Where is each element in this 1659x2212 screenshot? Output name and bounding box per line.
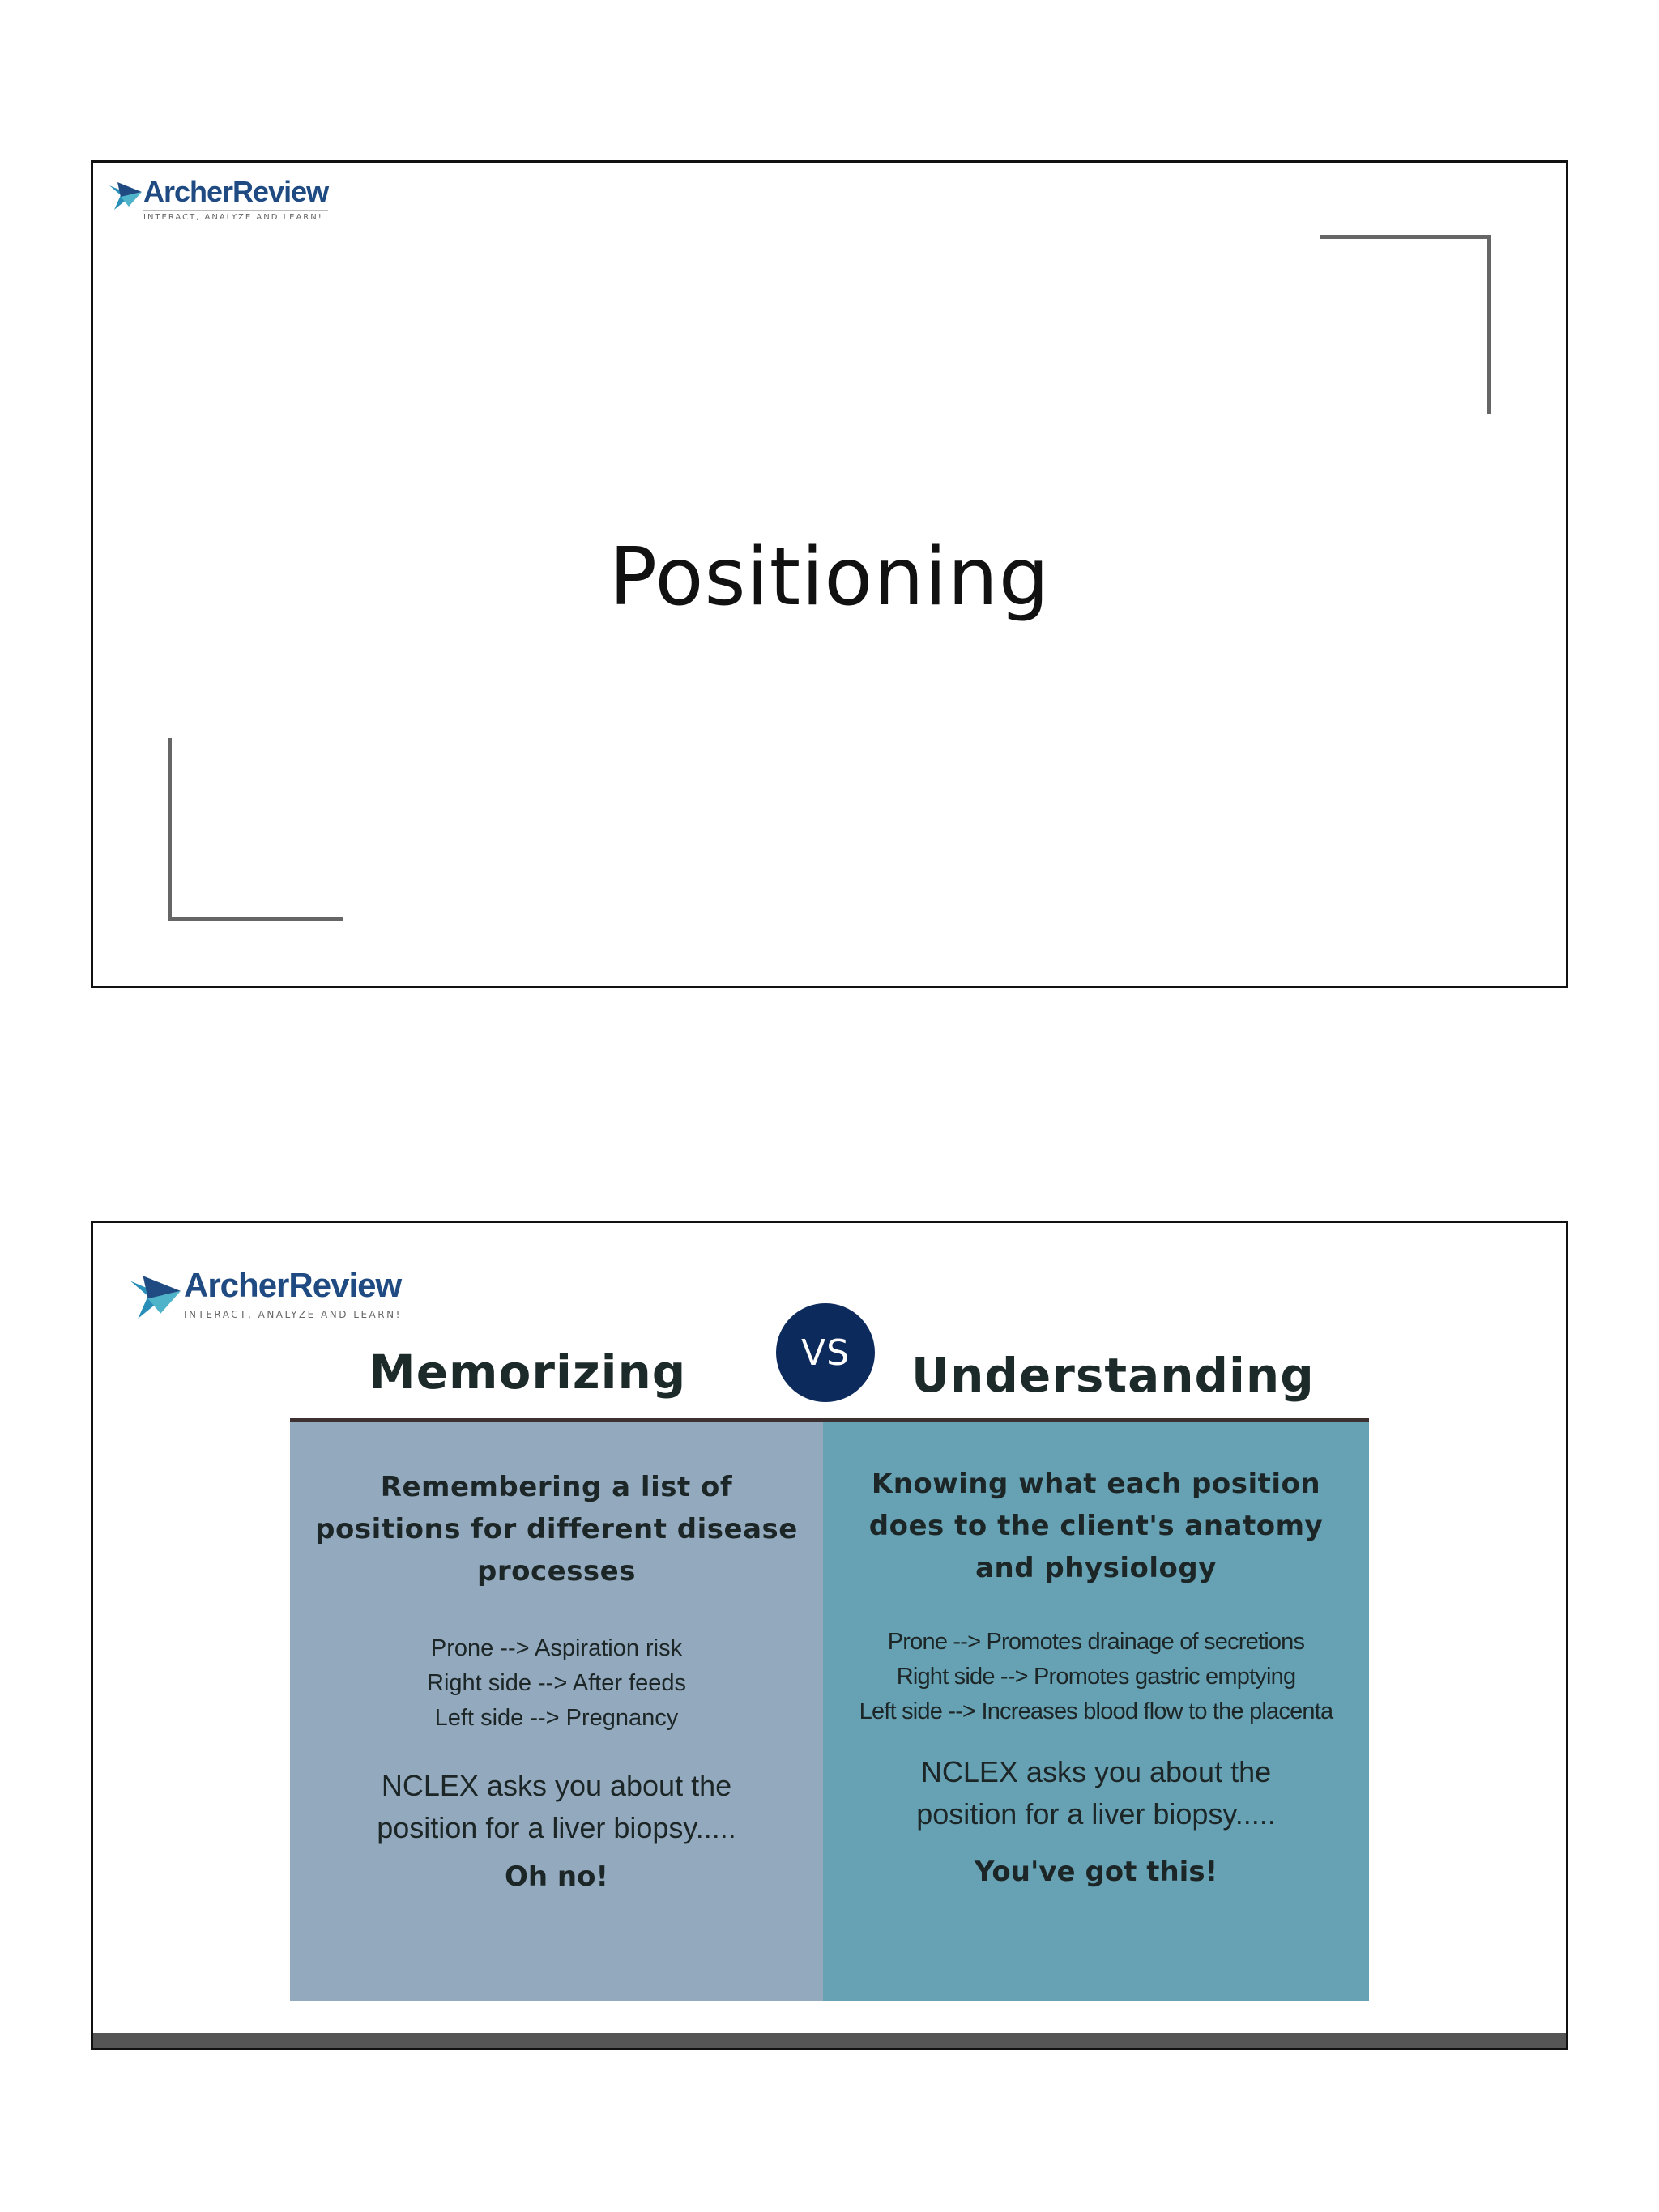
understanding-mappings [823,1625,1369,1729]
logo-brand-text: ArcherReview [143,175,329,208]
archer-review-logo [127,1268,402,1320]
mapping-item: Right side --> After feeds [427,1670,686,1696]
heading-understanding: Understanding [911,1348,1315,1403]
heading-memorizing: Memorizing [369,1345,687,1400]
vs-badge: VS [776,1303,875,1402]
mapping-item: Left side --> Increases blood flow to the placenta [859,1698,1333,1724]
question-line: NCLEX asks you about the [381,1769,732,1802]
question-line: position for a liver biopsy..... [377,1811,736,1844]
logo-tagline: INTERACT, ANALYZE AND LEARN! [184,1306,402,1320]
lead-line: does to the client's anatomy [868,1510,1324,1542]
memorizing-panel [290,1422,823,2001]
memorizing-question [290,1765,823,1849]
question-line: position for a liver biopsy..... [916,1797,1276,1831]
corner-frame-top-right [1320,235,1491,414]
title-slide [91,160,1568,988]
lead-line: and physiology [975,1552,1217,1584]
memorizing-verdict: Oh no! [504,1860,608,1893]
logo-tagline: INTERACT, ANALYZE AND LEARN! [143,210,328,222]
corner-frame-bottom-left [168,738,343,921]
lead-line: Remembering a list of [380,1471,733,1503]
mapping-item: Prone --> Promotes drainage of secretions [887,1629,1305,1655]
memorizing-lead [290,1466,823,1592]
mapping-item: Right side --> Promotes gastric emptying [896,1664,1296,1690]
archer-arrow-logo-icon [108,177,143,213]
memorizing-mappings [290,1631,823,1736]
lead-line: Knowing what each position [871,1468,1321,1500]
understanding-lead [823,1463,1369,1589]
logo-brand-text: ArcherReview [184,1266,402,1304]
slide-bottom-bar [93,2033,1566,2048]
comparison-slide [91,1221,1568,2050]
understanding-panel [823,1422,1369,2001]
question-line: NCLEX asks you about the [920,1755,1272,1788]
understanding-question [823,1751,1369,1835]
understanding-verdict: You've got this! [974,1856,1218,1888]
archer-review-logo [108,177,328,222]
archer-arrow-logo-icon [127,1268,184,1319]
lead-line: positions for different disease [315,1513,798,1545]
mapping-item: Left side --> Pregnancy [434,1705,679,1731]
mapping-item: Prone --> Aspiration risk [430,1635,683,1661]
lead-line: processes [477,1555,636,1588]
slide-title: Positioning [608,531,1051,624]
